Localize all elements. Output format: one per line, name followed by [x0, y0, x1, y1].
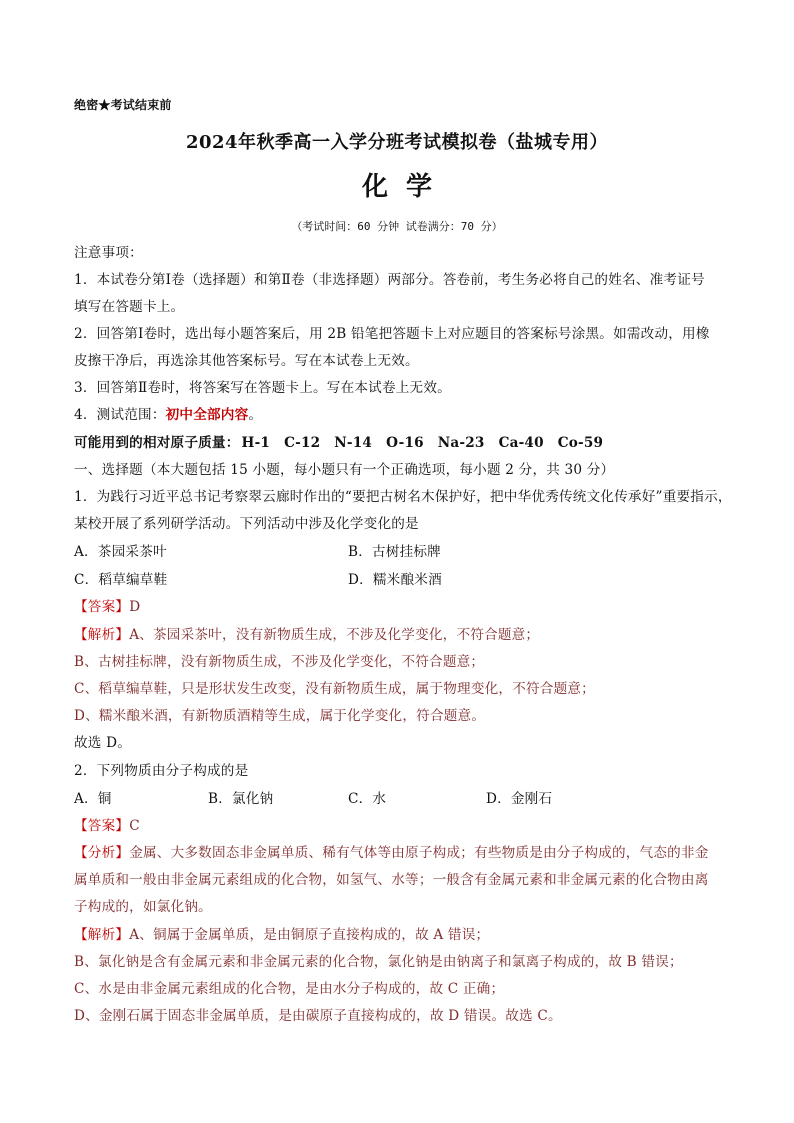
note-2-line-1: 2．回答第Ⅰ卷时，选出每小题答案后，用 2B 铅笔把答题卡上对应题目的答案标号涂黑。如需改动，用橡 [74, 326, 710, 342]
q1-analysis-line-2: B、古树挂标牌，没有新物质生成，不涉及化学变化，不符合题意； [74, 654, 485, 670]
test-scope: 初中全部内容 [165, 407, 249, 423]
confidential-mark: 绝密★考试结束前 [74, 98, 172, 112]
atomic-mass-item: O-16 [386, 435, 424, 451]
note-4: 4．测试范围：初中全部内容。 [74, 407, 263, 423]
q2-option-a: A．铜 [74, 791, 112, 807]
q2-analysis-line-3: C、水是由非金属元素组成的化合物，是由水分子构成的，故 C 正确； [74, 981, 505, 997]
q1-analysis-line-4: D、糯米酿米酒，有新物质酒精等生成，属于化学变化，符合题意。 [74, 708, 486, 724]
q2-option-d: D．金刚石 [486, 791, 553, 807]
q2-fenxi-line-3: 子构成的，如氯化钠。 [74, 899, 212, 915]
atomic-masses: 可能用到的相对原子质量： H-1 C-12 N-14 O-16 Na-23 Ca-40 Co-59 [74, 435, 604, 451]
q1-conclusion: 故选 D。 [74, 735, 132, 751]
q1-stem-line-2: 某校开展了系列研学活动。下列活动中涉及化学变化的是 [74, 516, 419, 532]
atomic-mass-item: Co-59 [557, 435, 604, 451]
notes-heading: 注意事项： [74, 245, 143, 261]
q2-stem: 2．下列物质由分子构成的是 [74, 763, 249, 779]
note-2-line-2: 皮擦干净后，再选涂其他答案标号。写在本试卷上无效。 [74, 353, 419, 369]
q1-analysis-line-3: C、稻草编草鞋，只是形状发生改变，没有新物质生成，属于物理变化，不符合题意； [74, 681, 595, 697]
atomic-mass-item: C-12 [284, 435, 321, 451]
atomic-mass-item: N-14 [334, 435, 373, 451]
q2-option-c: C．水 [348, 791, 387, 807]
exam-time-score: （考试时间：60 分钟 试卷满分：70 分） [291, 220, 503, 233]
exam-title: 2024年秋季高一入学分班考试模拟卷（盐城专用） [185, 132, 609, 153]
note-1-line-2: 填写在答题卡上。 [74, 299, 185, 315]
note-3: 3．回答第Ⅱ卷时，将答案写在答题卡上。写在本试卷上无效。 [74, 380, 451, 396]
note-1-line-1: 1．本试卷分第Ⅰ卷（选择题）和第Ⅱ卷（非选择题）两部分。答卷前，考生务必将自己的姓名、准考证号 [74, 272, 705, 288]
q2-option-b: B．氯化钠 [208, 791, 274, 807]
atomic-mass-item: H-1 [241, 435, 271, 451]
q1-option-c: C．稻草编草鞋 [74, 572, 168, 588]
atomic-mass-item: Na-23 [437, 435, 485, 451]
q2-answer: 【答案】C [74, 818, 140, 834]
q2-analysis-line-2: B、氯化钠是含有金属元素和非金属元素的化合物，氯化钠是由钠离子和氯离子构成的，故 B 错误； [74, 954, 683, 970]
q2-fenxi-line-1: 【分析】金属、大多数固态非金属单质、稀有气体等由原子构成；有些物质是由分子构成的，气态的非金 [74, 845, 709, 861]
q2-analysis-line-1: 【解析】A、铜属于金属单质，是由铜原子直接构成的，故 A 错误； [74, 927, 490, 943]
q2-analysis-line-4: D、金刚石属于固态非金属单质，是由碳原子直接构成的，故 D 错误。故选 C。 [74, 1008, 562, 1024]
atomic-mass-item: Ca-40 [498, 435, 544, 451]
q1-option-d: D．糯米酿米酒 [348, 572, 442, 588]
section-heading: 一、选择题（本大题包括 15 小题，每小题只有一个正确选项，每小题 2 分，共 30 分） [74, 462, 615, 478]
q2-fenxi-line-2: 属单质和一般由非金属元素组成的化合物，如氢气、水等；一般含有金属元素和非金属元素的化合物由离 [74, 872, 709, 888]
subject-title: 化学 [361, 172, 450, 202]
q1-analysis-line-1: 【解析】A、茶园采茶叶，没有新物质生成，不涉及化学变化，不符合题意； [74, 627, 540, 643]
q1-stem-line-1: 1．为践行习近平总书记考察翠云廊时作出的“要把古树名木保护好，把中华优秀传统文化传承好”重要指示， [74, 489, 732, 505]
q1-answer: 【答案】D [74, 599, 141, 615]
q1-option-b: B．古树挂标牌 [348, 544, 441, 560]
q1-option-a: A．茶园采茶叶 [74, 544, 167, 560]
